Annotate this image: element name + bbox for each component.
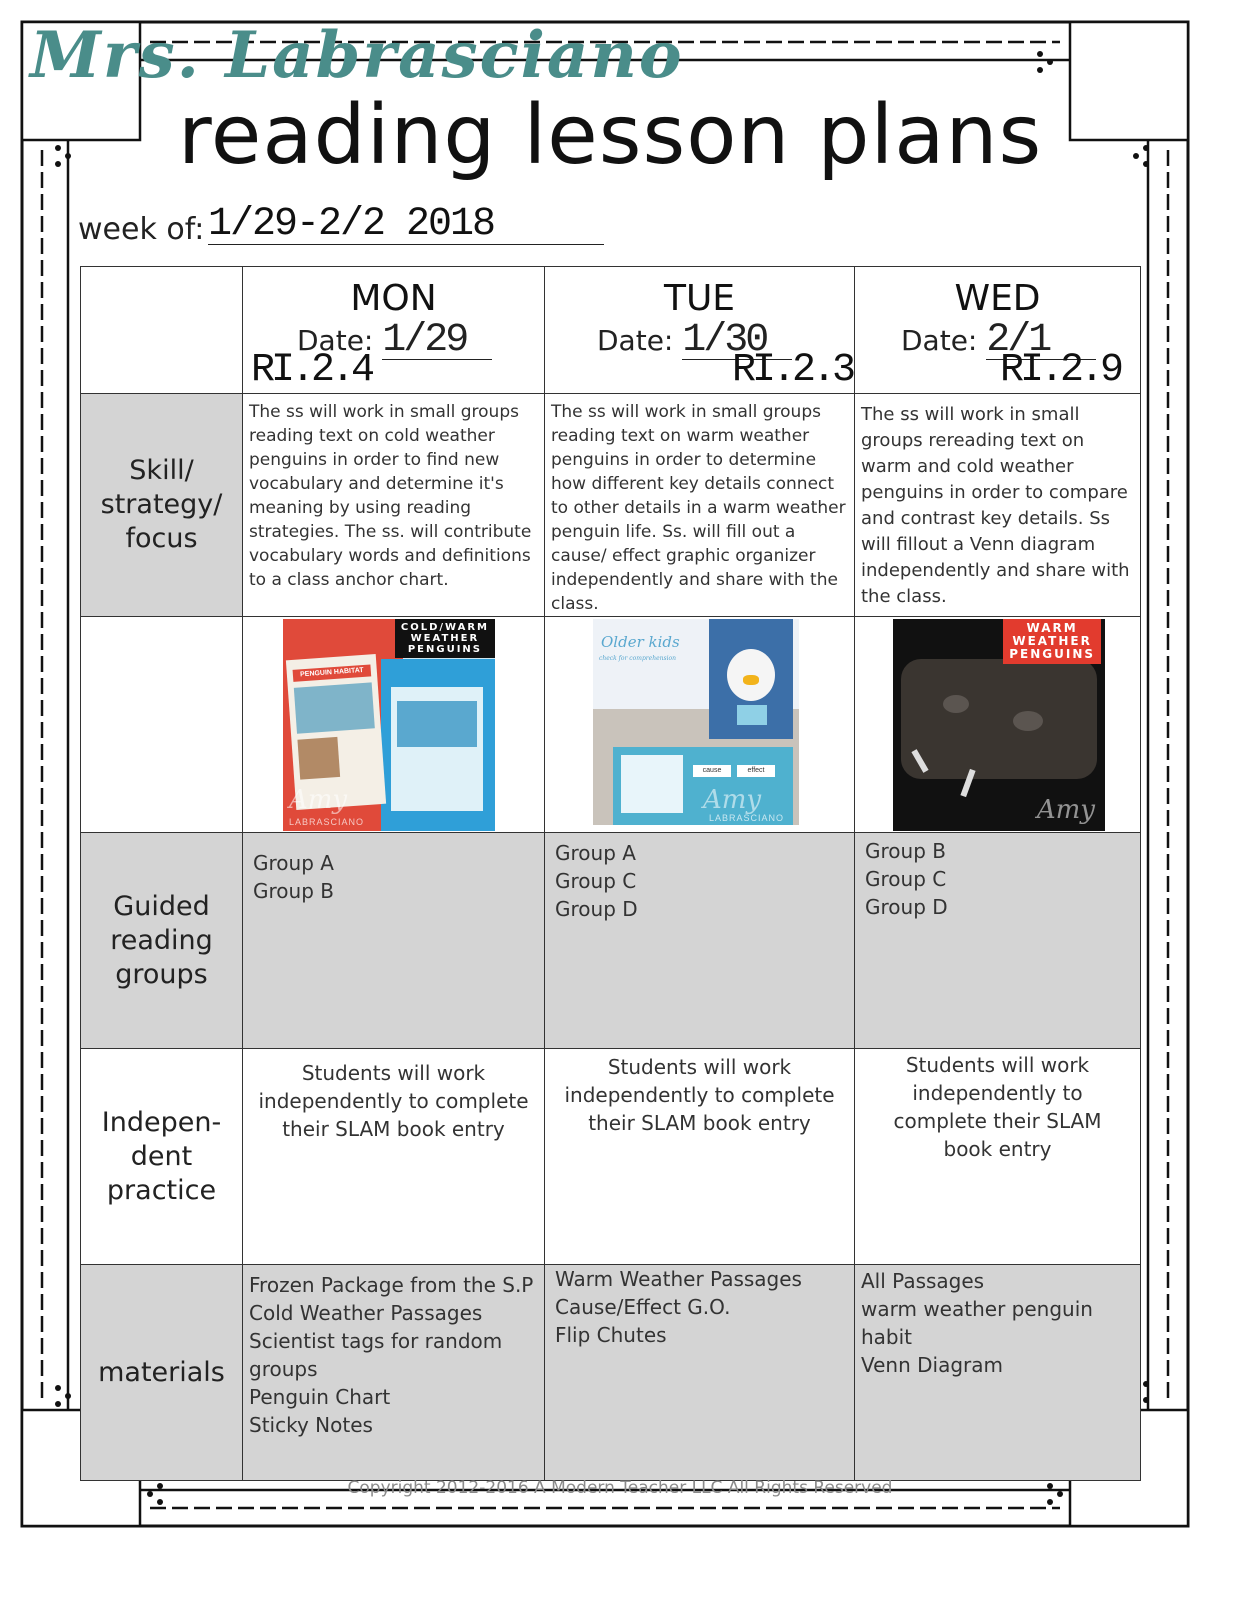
materials-cell-tue (545, 1265, 855, 1481)
groups-cell-wed (855, 833, 1141, 1049)
cold-warm-badge: COLD/WARM WEATHER PENGUINS (395, 619, 495, 658)
day-name: MON (350, 278, 437, 319)
date-label: Date: (901, 324, 978, 357)
effect-label: effect (737, 765, 775, 777)
group-item: Group C (555, 869, 637, 893)
photo-cell-mon (243, 617, 545, 833)
independent-text: Students will work independently to complete their SLAM book entry (564, 1055, 835, 1135)
materials-list (855, 1265, 1140, 1379)
independent-text: Students will work independently to complete their SLAM book entry (258, 1061, 529, 1141)
row-label-independent (81, 1049, 243, 1265)
rocks (901, 659, 1097, 779)
skill-text: The ss will work in small groups reading text on warm weather penguins in order to determine how different key details connect to other details in a warm weather penguin life. Ss. will fill out a cause/ effect graphic organizer independently and share with the class. (551, 402, 846, 614)
groups-cell-mon (243, 833, 545, 1049)
group-list (855, 833, 1140, 921)
watermark: Amy (703, 785, 762, 815)
standard: RI.2.4 (251, 348, 372, 393)
independent-cell-mon (243, 1049, 545, 1265)
watermark: Amy (289, 785, 348, 815)
habitat-image (294, 682, 375, 733)
shark-image (397, 701, 477, 747)
page-title: reading lesson plans (178, 88, 1043, 183)
material-item: Frozen Package from the S.P (249, 1273, 534, 1297)
materials-cell-wed (855, 1265, 1141, 1481)
date-label: Date: (597, 324, 674, 357)
cause-label: cause (693, 765, 731, 777)
chute-slot (737, 705, 767, 725)
penguin-flip-chute-photo (593, 619, 799, 825)
row-label: Skill/ strategy/ focus (100, 455, 223, 554)
material-item: All Passages (861, 1269, 985, 1293)
date-value: 2/1 (986, 323, 1096, 360)
group-item: Group C (865, 867, 947, 891)
skill-row (81, 394, 1141, 617)
standard: RI.2.3 (731, 348, 852, 393)
material-item: Cold Weather Passages (249, 1301, 483, 1325)
photo-title: Older kids (601, 633, 680, 651)
group-item: Group A (555, 841, 636, 865)
lesson-plan-table (80, 266, 1141, 1481)
penguin-habitat-photo (283, 619, 495, 831)
materials-list (243, 1265, 544, 1439)
warm-weather-habitat-photo (893, 619, 1105, 831)
materials-list (545, 1265, 854, 1349)
row-label-materials (81, 1265, 243, 1481)
day-header-wed (855, 267, 1141, 394)
date-value: 1/30 (682, 323, 792, 360)
row-label: materials (98, 1356, 225, 1388)
standard: RI.2.9 (999, 348, 1120, 393)
photo-label-cell (81, 617, 243, 833)
independent-cell-tue (545, 1049, 855, 1265)
photo-subtitle: check for comprehension (599, 655, 676, 662)
date-label: Date: (297, 324, 374, 357)
habitat-image (297, 737, 340, 780)
material-item: Scientist tags for random groups (249, 1329, 503, 1381)
photo-cell-wed (855, 617, 1141, 833)
watermark-sub: LABRASCIANO (289, 817, 365, 827)
row-label: Guided reading groups (110, 890, 213, 990)
rock (1013, 711, 1043, 731)
groups-cell-tue (545, 833, 855, 1049)
shark-card (391, 687, 483, 811)
teacher-name: Mrs. Labrasciano (30, 18, 684, 93)
fish-cards (621, 755, 683, 813)
skill-text: The ss will work in small groups rereading text on warm and cold weather penguins in order to compare and contrast key details. Ss will fillout a Venn diagram independently and share with the class. (861, 404, 1130, 607)
warm-weather-badge: WARM WEATHER PENGUINS (1003, 619, 1101, 664)
materials-row (81, 1265, 1141, 1481)
photo-row (81, 617, 1141, 833)
material-item: Cause/Effect G.O. (555, 1295, 731, 1319)
day-header-row (81, 267, 1141, 394)
independent-cell-wed (855, 1049, 1141, 1265)
date-value: 1/29 (382, 323, 492, 360)
group-item: Group B (253, 879, 334, 903)
watermark: Amy (1036, 795, 1095, 825)
day-name: WED (954, 278, 1041, 319)
rock (943, 695, 969, 713)
material-item: Venn Diagram (861, 1353, 1004, 1377)
group-item: Group A (253, 851, 334, 875)
skill-text: The ss will work in small groups reading text on cold weather penguins in order to find new vocabulary and determine it's meaning by using reading strategies. The ss. will contribute vocabulary words and definitions to a class anchor chart. (249, 402, 532, 590)
row-label-skill (81, 394, 243, 617)
skill-cell-wed (855, 394, 1141, 617)
day-header-tue (545, 267, 855, 394)
independent-text: Students will work independently to complete their SLAM book entry (893, 1053, 1102, 1161)
copyright-footer: Copyright 2012-2016 A Modern Teacher LLC All Rights Reserved (347, 1478, 893, 1498)
group-item: Group D (865, 895, 948, 919)
material-item: Flip Chutes (555, 1323, 667, 1347)
penguin-box (709, 619, 793, 739)
row-label: Indepen- dent practice (101, 1106, 222, 1206)
group-list (545, 833, 854, 923)
week-value: 1/29-2/2 2018 (208, 202, 604, 245)
corner-cell (81, 267, 243, 394)
skill-cell-mon (243, 394, 545, 617)
material-item: warm weather penguin habit (861, 1297, 1093, 1349)
materials-cell-mon (243, 1265, 545, 1481)
day-header-mon (243, 267, 545, 394)
watermark-sub: LABRASCIANO (709, 813, 785, 823)
day-name: TUE (663, 278, 736, 319)
photo-cell-tue (545, 617, 855, 833)
week-label: week of: (78, 212, 205, 247)
group-item: Group B (865, 839, 946, 863)
guided-row (81, 833, 1141, 1049)
material-item: Penguin Chart (249, 1385, 391, 1409)
group-item: Group D (555, 897, 638, 921)
material-item: Sticky Notes (249, 1413, 373, 1437)
skill-cell-tue (545, 394, 855, 617)
material-item: Warm Weather Passages (555, 1267, 802, 1291)
penguin-beak (743, 675, 759, 685)
habitat-tag: PENGUIN HABITAT (293, 664, 372, 681)
row-label-guided (81, 833, 243, 1049)
group-list (243, 833, 544, 905)
independent-row (81, 1049, 1141, 1265)
